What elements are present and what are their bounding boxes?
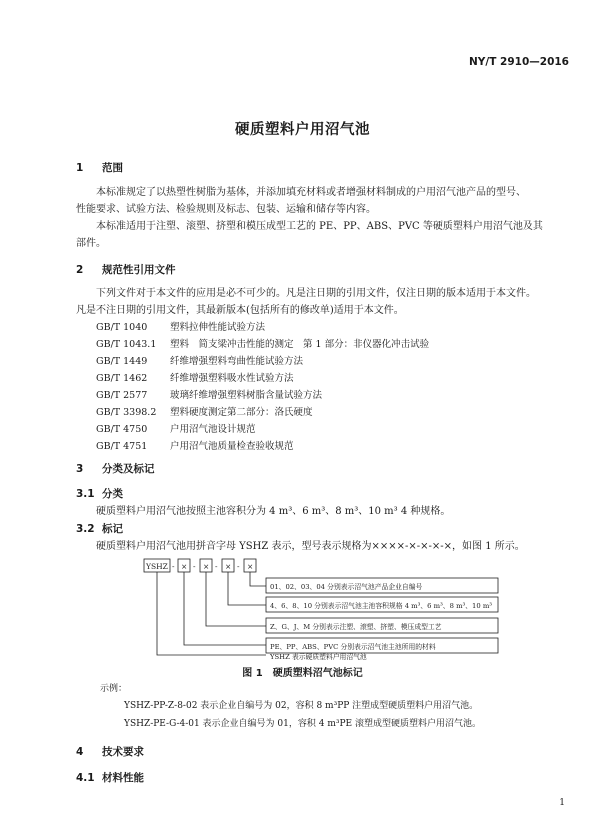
section-title: 分类及标记 [102, 463, 155, 475]
section-title: 技术要求 [102, 746, 144, 758]
x-mark: × [225, 562, 232, 571]
paragraph-line: 部件。 [76, 238, 106, 249]
reference-code: GB/T 4751 [96, 441, 148, 452]
section-number: 4 [76, 746, 84, 758]
section-3-1-text: 硬质塑料户用沼气池按照主池容积分为 4 m³、6 m³、8 m³、10 m³ 4 种规格。 [96, 506, 451, 517]
leader-line [206, 572, 266, 626]
example-line: YSHZ-PE-G-4-01 表示企业自编号为 01，容积 4 m³PE 滚塑成型硬质塑料户用沼气池。 [124, 719, 481, 729]
code-label: YSHZ [146, 562, 168, 571]
separator: - [215, 562, 218, 571]
section-3-2-heading [76, 521, 123, 536]
marking-diagram [140, 556, 510, 660]
reference-item [96, 387, 429, 404]
reference-item [96, 336, 429, 353]
reference-list [96, 319, 429, 455]
reference-item [96, 370, 429, 387]
annotation-text: Z、G、J、M 分别表示注塑、滚塑、挤塑、模压成型工艺 [270, 623, 442, 631]
section-4-1-heading [76, 770, 144, 785]
figure-caption: 图 1 硬质塑料沼气池标记 [242, 668, 363, 679]
reference-item [96, 353, 429, 370]
reference-code: GB/T 1040 [96, 322, 148, 333]
example-line: YSHZ-PP-Z-8-02 表示企业自编号为 02，容积 8 m³PP 注塑成型硬质塑料户用沼气池。 [124, 701, 479, 711]
section-3-heading [76, 461, 155, 476]
example-label: 示例： [100, 684, 128, 694]
section-title: 范围 [102, 162, 123, 174]
paragraph-line: 性能要求、试验方法、检验规则及标志、包装、运输和储存等内容。 [76, 204, 376, 215]
reference-name: 塑料拉伸性能试验方法 [170, 322, 266, 333]
reference-name: 塑料 简支梁冲击性能的测定 第 1 部分：非仪器化冲击试验 [170, 339, 430, 350]
section-title: 分类 [102, 488, 123, 500]
paragraph-line: 本标准规定了以热塑性树脂为基体，并添加填充材料或者增强材料制成的户用沼气池产品的型号、 [96, 187, 526, 198]
reference-name: 户用沼气池质量检查验收规范 [170, 441, 294, 452]
section-3-1-heading [76, 486, 123, 501]
section-2-heading [76, 262, 176, 277]
annotation-text: PE、PP、ABS、PVC 分别表示沼气池主池所用的材料 [270, 643, 436, 651]
section-title: 标记 [102, 523, 123, 535]
section-number: 3.1 [76, 488, 95, 500]
x-mark: × [203, 562, 210, 571]
section-number: 4.1 [76, 772, 95, 784]
x-mark: × [247, 562, 254, 571]
annotation-text: 4、6、8、10 分别表示沼气池主池容积规格 4 m³、6 m³、8 m³、10 m³ [270, 602, 493, 610]
reference-item [96, 421, 429, 438]
document-title: 硬质塑料户用沼气池 [235, 122, 370, 138]
reference-code: GB/T 1449 [96, 356, 148, 367]
reference-item [96, 438, 429, 455]
page-number: 1 [559, 798, 565, 808]
reference-code: GB/T 4750 [96, 424, 148, 435]
reference-code: GB/T 1043.1 [96, 339, 157, 350]
paragraph-line: 本标准适用于注塑、滚塑、挤塑和模压成型工艺的 PE、PP、ABS、PVC 等硬质塑料户用沼气池及其 [96, 221, 543, 232]
reference-name: 纤维增强塑料弯曲性能试验方法 [170, 356, 304, 367]
paragraph-line: 下列文件对于本文件的应用是必不可少的。凡是注日期的引用文件，仅注日期的版本适用于本文件。 [96, 288, 536, 299]
section-number: 3.2 [76, 523, 95, 535]
annotation-text: YSHZ 表示硬质塑料户用沼气池 [270, 653, 367, 660]
reference-code: GB/T 2577 [96, 390, 148, 401]
section-title: 材料性能 [102, 772, 144, 784]
reference-code: GB/T 1462 [96, 373, 148, 384]
section-number: 2 [76, 264, 84, 276]
reference-item [96, 404, 429, 421]
reference-item [96, 319, 429, 336]
separator: - [193, 562, 196, 571]
leader-line [184, 572, 266, 645]
separator: - [172, 562, 175, 571]
leader-line [250, 572, 266, 586]
reference-name: 户用沼气池设计规范 [170, 424, 256, 435]
leader-line [228, 572, 266, 605]
section-title: 规范性引用文件 [102, 264, 176, 276]
section-2-body [76, 285, 536, 319]
paragraph-line: 凡是不注日期的引用文件，其最新版本(包括所有的修改单)适用于本文件。 [76, 305, 404, 316]
section-number: 3 [76, 463, 84, 475]
reference-name: 塑料硬度测定第二部分：洛氏硬度 [170, 407, 313, 418]
x-mark: × [181, 562, 188, 571]
section-number: 1 [76, 162, 84, 174]
reference-code: GB/T 3398.2 [96, 407, 157, 418]
annotation-text: 01、02、03、04 分别表示沼气池产品企业自编号 [270, 583, 423, 591]
reference-name: 玻璃纤维增强塑料树脂含量试验方法 [170, 390, 323, 401]
section-3-2-text: 硬质塑料户用沼气池用拼音字母 YSHZ 表示，型号表示规格为××××-×-×-×-×，如图 1 所示。 [96, 541, 525, 552]
section-4-heading [76, 744, 144, 759]
standard-code: NY/T 2910—2016 [469, 56, 569, 68]
separator: - [237, 562, 240, 571]
reference-name: 纤维增强塑料吸水性试验方法 [170, 373, 294, 384]
section-1-body [76, 184, 543, 252]
section-1-heading [76, 160, 123, 175]
